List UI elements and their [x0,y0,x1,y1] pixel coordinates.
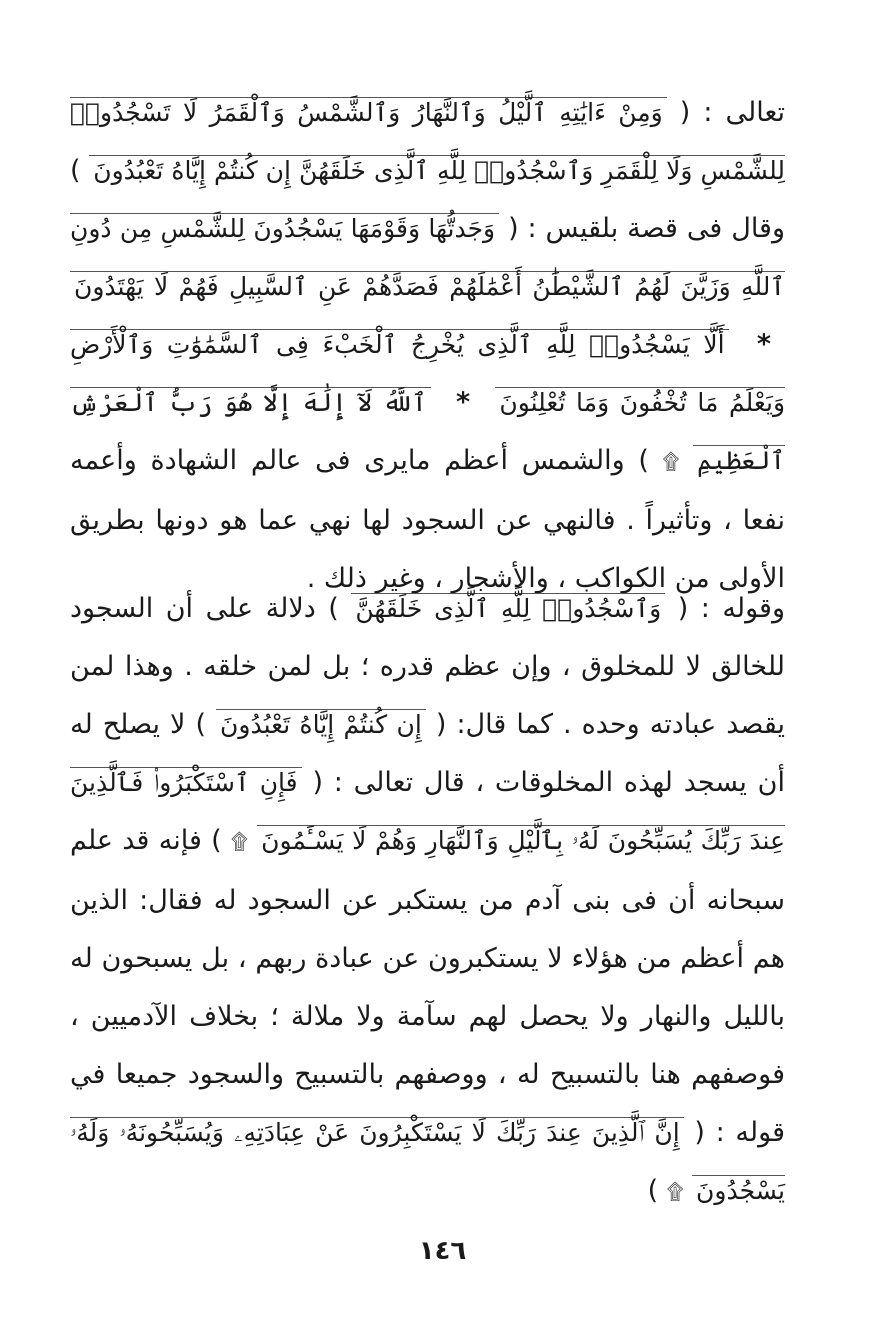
text-segment: وقوله : ( [677,593,785,624]
sajda-mark-icon: ۩ [666,1180,684,1205]
quran-verse: وَجَدتُّهَا وَقَوْمَهَا يَسْجُدُونَ لِلشَّمْسِ مِن دُونِ ٱللَّهِ وَزَيَّنَ لَهُمُ ٱلشَّيْطَٰنُ أَعْمَٰلَهُمْ فَصَدَّهُمْ عَنِ ٱلسَّبِيلِ فَهُمْ لَا يَهْتَدُونَ [70,214,785,301]
verse-separator: * [756,329,771,360]
text-segment: ) فإنه قد علم سبحانه أن فى بنى آدم من يستكبر عن السجود له فقال: الذين هم أعظم من هؤلاء لا يستكبرون عن عبادة ربهم ، بل يسبحون له بالليل والنهار ولا يحصل لهم سآمة ولا ملالة ؛ بخلاف الآدميين ، فوصفهم هنا بالتسبيح له ، ووصفهم بالتسبيح والسجود جميعا في قوله : ( [70,825,785,1148]
text-segment: تعالى : ( [679,97,785,128]
quran-verse: وَٱسْجُدُوا۟ لِلَّهِ ٱلَّذِى خَلَقَهُنَّ [351,593,665,623]
quran-verse: إِنَّ ٱلَّذِينَ عِندَ رَبِّكَ لَا يَسْتَكْبِرُونَ عَنْ عِبَادَتِهِۦ وَيُسَبِّحُونَهُۥ وَلَهُۥ يَسْجُدُونَ [70,1118,785,1205]
text-segment: ) [647,1175,659,1206]
quran-verse: أَلَّا يَسْجُدُوا۟ لِلَّهِ ٱلَّذِى يُخْرِجُ ٱلْخَبْءَ فِى ٱلسَّمَٰوَٰتِ وَٱلْأَرْضِ وَيَعْلَمُ مَا تُخْفُونَ وَمَا تُعْلِنُونَ [70,330,786,417]
quran-verse: ٱللَّهُ لَآ إِلَٰهَ إِلَّا هُوَ رَبُّ ٱلْعَرْشِ ٱلْعَظِيمِ [70,388,786,475]
text-segment: ) دلالة على أن السجود للخالق لا للمخلوق ، وإن عظم قدره ؛ بل لمن خلقه . وهذا لمن يقصد عبادته وحده . كما قال: ( [70,593,785,740]
page-number: ١٤٦ [418,1236,467,1266]
sajda-mark-icon: ۩ [231,830,248,855]
sajda-mark-icon: ۩ [662,450,680,475]
quran-verse: وَمِنْ ءَايَٰتِهِ ٱلَّيْلُ وَٱلنَّهَارُ وَٱلشَّمْسُ وَٱلْقَمَرُ لَا تَسْجُدُوا۟ لِلشَّمْسِ وَلَا لِلْقَمَرِ وَٱسْجُدُوا۟ لِلَّهِ ٱلَّذِى خَلَقَهُنَّ إِن كُنتُمْ إِيَّاهُ تَعْبُدُونَ [70,98,785,185]
text-segment: ) والشمس أعظم مايرى فى عالم الشهادة وأعمه نفعا ، وتأثيراً . فالنهي عن السجود لها نهي عما هو دونها بطريق الأولى من الكواكب ، والأشجار ، وغير ذلك . [70,445,785,594]
quran-verse: فَإِنِ ٱسْتَكْبَرُوا۟ فَٱلَّذِينَ عِندَ رَبِّكَ يُسَبِّحُونَ لَهُۥ بِٱلَّيْلِ وَٱلنَّهَارِ وَهُمْ لَا يَسْـَٔمُونَ [70,768,785,855]
quran-verse: إِن كُنتُمْ إِيَّاهُ تَعْبُدُونَ [216,709,426,739]
text-segment: ) وقال فى قصة بلقيس : ( [70,155,785,244]
verse-separator: * [455,387,471,418]
paragraph-2 [70,580,785,1222]
paragraph-1 [70,84,785,608]
text-segment: ) لا يصلح له أن يسجد لهذه المخلوقات ، قال تعالى : ( [70,709,786,798]
